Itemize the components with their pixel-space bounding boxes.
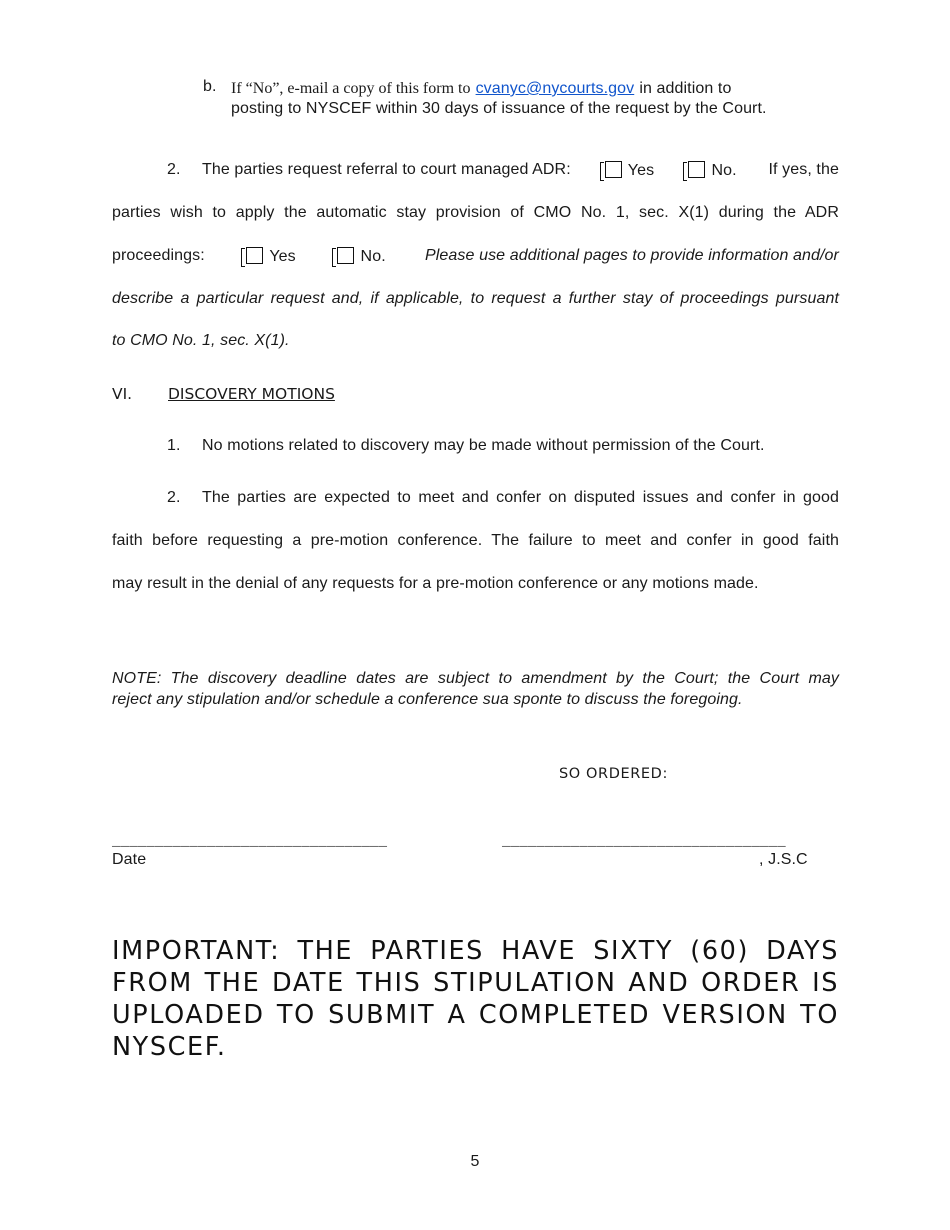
adr-line1-text: The parties request referral to court managed ADR: (202, 161, 571, 178)
important-line1: IMPORTANT: THE PARTIES HAVE SIXTY (60) DAYS (112, 936, 839, 966)
adr-line5: to CMO No. 1, sec. X(1). (112, 332, 290, 349)
date-signature-line: ________________________________ (112, 834, 388, 850)
adr-no-option (686, 161, 737, 180)
judge-signature-line: _________________________________ (502, 834, 786, 850)
important-notice (112, 935, 839, 1063)
item-b-after-email: in addition to (639, 80, 732, 97)
vi-item2-line1: The parties are expected to meet and confer on disputed issues and confer in good (202, 489, 839, 506)
vi-item2-number: 2. (167, 489, 181, 506)
adr-line1-tail: If yes, the (768, 161, 839, 178)
note-line2: reject any stipulation and/or schedule a conference sua sponte to discuss the foregoing. (112, 691, 743, 708)
stay-yes-checkbox[interactable] (244, 247, 265, 266)
item-b-line2: posting to NYSCEF within 30 days of issuance of the request by the Court. (231, 100, 767, 117)
jsc-label: , J.S.C (759, 851, 808, 868)
page-number: 5 (470, 1153, 480, 1170)
adr-line3-text: proceedings: (112, 247, 205, 264)
stay-yes-label: Yes (269, 248, 296, 265)
vi-item1-number: 1. (167, 437, 181, 454)
section-vi-numeral: VI. (112, 385, 133, 403)
adr-line2: parties wish to apply the automatic stay provision of CMO No. 1, sec. X(1) during the ADR (112, 204, 839, 221)
important-line4: NYSCEF. (112, 1032, 227, 1062)
item-b-marker: b. (203, 78, 217, 95)
adr-line3 (112, 247, 839, 266)
so-ordered-label: SO ORDERED: (559, 766, 668, 782)
section-vi-title: DISCOVERY MOTIONS (168, 385, 335, 403)
item-b-lead: If “No”, e-mail a copy of this form to (231, 80, 471, 97)
adr-yes-option (603, 161, 655, 180)
adr-yes-label: Yes (627, 162, 655, 179)
vi-item2-line3: may result in the denial of any requests for a pre-motion conference or any motions made. (112, 575, 759, 592)
stay-no-label: No. (360, 248, 386, 265)
email-link[interactable]: cvanyc@nycourts.gov (475, 80, 635, 97)
vi-item1-text: No motions related to discovery may be made without permission of the Court. (202, 437, 765, 454)
item-b-line1 (231, 78, 731, 98)
note-line1: NOTE: The discovery deadline dates are subject to amendment by the Court; the Court may (112, 670, 839, 687)
stay-no-checkbox[interactable] (335, 247, 356, 266)
adr-yes-checkbox[interactable] (603, 161, 624, 180)
date-label: Date (112, 851, 147, 868)
vi-item2-line2: faith before requesting a pre-motion conference. The failure to meet and confer in good faith (112, 532, 839, 549)
adr-no-checkbox[interactable] (686, 161, 707, 180)
stay-yes-option (244, 247, 296, 266)
important-line2: FROM THE DATE THIS STIPULATION AND ORDER IS (112, 968, 839, 998)
important-line3: UPLOADED TO SUBMIT A COMPLETED VERSION TO (112, 1000, 839, 1030)
adr-no-label: No. (711, 162, 737, 179)
adr-line1 (202, 161, 839, 180)
adr-line4: describe a particular request and, if applicable, to request a further stay of proceedings pursuant (112, 290, 839, 307)
adr-line3-italic: Please use additional pages to provide information and/or (425, 247, 839, 264)
stay-no-option (335, 247, 386, 266)
adr-item-number: 2. (167, 161, 181, 178)
